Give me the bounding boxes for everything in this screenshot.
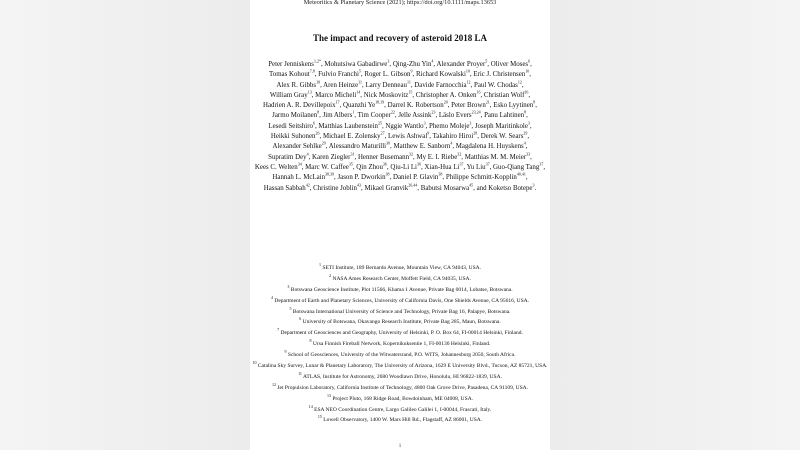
author-name: Larry Denneau$^{11}$ bbox=[365, 79, 411, 89]
author-affiliation-mark: 20 bbox=[443, 99, 448, 105]
author-affiliation-mark: 3 bbox=[387, 58, 390, 64]
author-name: Philippe Schmitt-Kopplin$^{40,41}$ bbox=[445, 171, 526, 182]
author-affiliation-mark: 5 bbox=[485, 58, 488, 64]
affiliation-item bbox=[250, 381, 550, 393]
affiliation-text: Jet Propulsion Laboratory, California Institute of Technology, 4800 Oak Grove Drive, Pasadena, CA 91109, USA. bbox=[275, 384, 528, 391]
affiliation-number: 14 bbox=[308, 403, 313, 409]
author-name: Jim Albers$^1$ bbox=[322, 110, 355, 120]
author-name: Heikki Suhonen$^{26}$ bbox=[270, 130, 320, 141]
author-name: Hannah L. McLain$^{38,39}$ bbox=[272, 171, 335, 182]
author-affiliation-mark: 38 bbox=[438, 171, 443, 177]
author-name: Michael E. Zolensky$^{27}$ bbox=[322, 130, 385, 141]
author-affiliation-mark: 21 bbox=[485, 99, 490, 105]
author-name: Mikael Granvik$^{26,44}$ bbox=[364, 182, 418, 192]
affiliation-text: Lowell Observatory, 1400 W. Mars Hill Rd., Flagstaff, AZ 86001, USA. bbox=[321, 417, 483, 424]
affiliation-item bbox=[250, 294, 550, 306]
author-affiliation-mark: 10 bbox=[465, 69, 470, 74]
author-affiliation-mark: 13 bbox=[307, 89, 312, 95]
author-name: Peter Jenniskens$^{1,2*}$ bbox=[268, 58, 321, 68]
author-affiliation-mark: 22 bbox=[390, 110, 395, 116]
author-affiliation-mark: 8 bbox=[317, 110, 320, 116]
affiliation-number: 15 bbox=[317, 414, 322, 420]
author-affiliation-mark: 26,44 bbox=[408, 182, 418, 188]
viewer-background-right bbox=[550, 0, 800, 450]
author-name: Esko Lyytinen$^8$ bbox=[493, 99, 536, 110]
author-name: Peter Brown$^{21}$ bbox=[451, 99, 490, 110]
author-affiliation-mark: 23,24 bbox=[471, 110, 481, 116]
author-name: Marc W. Caffee$^{35}$ bbox=[305, 161, 353, 171]
affiliation-text: SETI Institute, 189 Bernardo Avenue, Mountain View, CA 94043, USA. bbox=[321, 265, 481, 271]
author-name: Läslo Evers$^{23,24}$ bbox=[438, 110, 481, 120]
author-name: Christian Wolf$^{16}$ bbox=[483, 89, 529, 99]
author-affiliation-mark: 1 bbox=[352, 110, 355, 116]
affiliation-number: 8 bbox=[309, 338, 312, 344]
affiliation-item bbox=[250, 338, 550, 349]
affiliation-item bbox=[250, 327, 550, 338]
author-affiliation-mark: 38,39 bbox=[325, 171, 335, 177]
author-name: Matthew E. Sanborn$^4$ bbox=[393, 141, 453, 151]
author-name: Paul W. Chodas$^{12}$ bbox=[473, 79, 522, 89]
affiliation-list bbox=[250, 262, 550, 428]
author-affiliation-mark: 27 bbox=[380, 130, 385, 136]
affiliation-text: ESA NEO Coordination Centre, Largo Galileo Galilei 1, I-00044, Frascati, Italy. bbox=[312, 406, 492, 413]
author-affiliation-mark: 31 bbox=[350, 151, 355, 157]
author-name: Jason P. Dworkin$^{38}$ bbox=[337, 171, 390, 182]
page-number: 1 bbox=[398, 444, 402, 449]
author-name: Alessandro Maturilli$^{30}$ bbox=[328, 141, 391, 151]
author-name: Nick Moskovitz$^{15}$ bbox=[363, 89, 413, 99]
affiliation-number: 7 bbox=[277, 327, 280, 333]
author-affiliation-mark: 32 bbox=[457, 151, 462, 157]
author-name: Oliver Moses$^6$ bbox=[490, 58, 531, 68]
affiliation-text: Department of Geosciences and Geography, University of Helsinki, P. O. Box 64, FI-00014 Helsinki, Finland. bbox=[279, 330, 523, 337]
author-affiliation-mark: 36 bbox=[416, 161, 421, 167]
author-affiliation-mark: 3 bbox=[527, 120, 530, 126]
affiliation-text: NASA Ames Research Center, Moffett Field, CA 94035, USA. bbox=[331, 275, 471, 282]
author-name: Jarmo Moilanen$^8$ bbox=[272, 110, 320, 120]
affiliation-item bbox=[250, 273, 550, 284]
affiliation-text: School of Geosciences, University of the Witwatersrand, P.O. WITS, Johannesburg 2050, South Africa. bbox=[286, 352, 516, 359]
author-name: Christine Joblin$^{43}$ bbox=[313, 182, 361, 192]
author-affiliation-mark: 4 bbox=[431, 58, 434, 64]
author-name: Quanzhi Ye$^{18,19}$ bbox=[343, 99, 385, 110]
affiliation-item bbox=[250, 360, 550, 371]
author-name: Mohutsiwa Gabadirwe$^3$ bbox=[324, 58, 390, 68]
author-affiliation-mark: 8 bbox=[533, 99, 536, 105]
author-name: Kees C. Welten$^{34}$ bbox=[254, 161, 302, 171]
author-affiliation-mark: 28 bbox=[473, 130, 478, 136]
author-affiliation-mark: 29 bbox=[523, 130, 528, 136]
author-name: Qing-Zhu Yin$^4$ bbox=[392, 58, 434, 68]
author-affiliation-mark: 40,41 bbox=[516, 171, 526, 177]
author-affiliation-mark: 3 bbox=[423, 120, 426, 126]
author-name: Derek W. Sears$^{29}$ bbox=[480, 130, 528, 141]
author-name: Nggie Wantlo$^3$ bbox=[385, 120, 426, 130]
author-name: Panu Lahtinen$^8$ bbox=[484, 110, 527, 120]
affiliation-item bbox=[250, 414, 550, 425]
author-name: Matthias M. M. Meier$^{33}$ bbox=[464, 151, 531, 161]
affiliation-text: Project Pluto, 168 Ridge Road, Bowdoinham, ME 04008, USA. bbox=[330, 395, 474, 402]
affiliation-item bbox=[250, 371, 550, 382]
affiliation-number: 2 bbox=[329, 273, 332, 279]
author-affiliation-mark: 33 bbox=[526, 151, 531, 157]
paper-title: The impact and recovery of asteroid 2018 LA bbox=[313, 33, 487, 43]
author-name: Koketso Botepe$^3$ bbox=[488, 182, 535, 192]
author-name: Christopher A. Onken$^{16}$ bbox=[415, 89, 481, 99]
author-affiliation-mark: 16 bbox=[476, 89, 481, 95]
author-affiliation-mark: 15 bbox=[408, 89, 413, 95]
author-name: Phemo Moleje$^3$ bbox=[429, 120, 472, 130]
author-affiliation-mark: 17 bbox=[335, 99, 340, 105]
author-affiliation-mark: 38 bbox=[385, 171, 390, 177]
author-affiliation-mark: 37 bbox=[539, 161, 544, 167]
author-affiliation-mark: 10 bbox=[316, 79, 321, 85]
author-affiliation-mark: 4 bbox=[306, 151, 309, 157]
author-name: Henner Busemann$^{32}$ bbox=[357, 151, 414, 161]
author-name: Tim Cooper$^{22}$ bbox=[357, 110, 395, 120]
author-affiliation-mark: 5 bbox=[358, 69, 361, 74]
affiliation-text: Botswana International University of Science and Technology, Private Bag 16, Palapye, Botswana. bbox=[291, 308, 511, 315]
author-affiliation-mark: 37 bbox=[459, 161, 464, 167]
author-affiliation-mark: 9 bbox=[410, 69, 413, 74]
author-affiliation-mark: 29 bbox=[321, 141, 326, 147]
author-name: Lewis Ashwal$^9$ bbox=[388, 130, 430, 141]
author-name: Qiu-Li Li$^{36}$ bbox=[390, 161, 421, 171]
journal-header: Meteoritics & Planetary Science (2021); https://doi.org/10.1111/maps.13653 bbox=[303, 0, 497, 6]
author-affiliation-mark: 4 bbox=[450, 141, 453, 147]
author-affiliation-mark: 14 bbox=[356, 89, 361, 95]
author-name: Roger L. Gibson$^9$ bbox=[364, 69, 413, 79]
author-affiliation-mark: 30 bbox=[386, 141, 391, 147]
author-affiliation-mark: 35 bbox=[348, 161, 353, 167]
author-name: Darrel K. Robertson$^{20}$ bbox=[387, 99, 448, 110]
author-list: Peter Jenniskens$^{1,2*}$, Mohutsiwa Gabadirwe$^3$, Qing-Zhu Yin$^4$, Alexander Proyer$^5$, Oliver Moses$^6$, Tomas Kohout$^{7,8}$, Fulvio Franchi$^5$, Roger L. Gibson$^9$, Richard Kowalski$^{10}$, Eric J. Christensen$^{10}$, Alex R. Gibbs$^{10}$, Aren Heinze$^{11}$, Larry Denneau$^{11}$, Davide Farnocchia$^{12}$, Paul W. Chodas$^{12}$, William Gray$^{13}$, Marco Micheli$^{14}$, Nick Moskovitz$^{15}$, Christopher A. Onken$^{16}$, Christian Wolf$^{16}$, Hadrien A. R. Devillepoix$^{17}$, Quanzhi Ye$^{18,19}$, Darrel K. Robertson$^{20}$, Peter Brown$^{21}$, Esko Lyytinen$^8$, Jarmo Moilanen$^8$, Jim Albers$^1$, Tim Cooper$^{22}$, Jelle Assink$^{23}$, Läslo Evers$^{23,24}$, Panu Lahtinen$^8$, Lesedi Seitshiro$^6$, Matthias Laubenstein$^{25}$, Nggie Wantlo$^3$, Phemo Moleje$^3$, Joseph Maritinkole$^3$, Heikki Suhonen$^{26}$, Michael E. Zolensky$^{27}$, Lewis Ashwal$^9$, Takahiro Hiroi$^{28}$, Derek W. Sears$^{29}$, Alexander Sehlke$^{29}$, Alessandro Maturilli$^{30}$, Matthew E. Sanborn$^4$, Magdalena H. Huyskens$^4$, Supratim Dey$^4$, Karen Ziegler$^{31}$, Henner Busemann$^{32}$, My E. I. Riebe$^{32}$, Matthias M. M. Meier$^{33}$, Kees C. Welten$^{34}$, Marc W. Caffee$^{35}$, Qin Zhou$^{36}$, Qiu-Li Li$^{36}$, Xian-Hua Li$^{37}$, Yu Liu$^{37}$, Guo-Qiang Tang$^{37}$, Hannah L. McLain$^{38,39}$, Jason P. Dworkin$^{38}$, Daniel P. Glavin$^{38}$, Philippe Schmitt-Kopplin$^{40,41}$, Hassan Sabbah$^{42}$, Christine Joblin$^{43}$, Mikael Granvik$^{26,44}$, Babutsi Mosarwa$^{45}$, and Koketso Botepe$^3$. bbox=[254, 58, 546, 192]
author-name: Supratim Dey$^4$ bbox=[268, 151, 309, 161]
viewer-background-left bbox=[0, 0, 250, 450]
author-affiliation-mark: 4 bbox=[523, 141, 526, 147]
affiliation-item bbox=[250, 305, 550, 317]
affiliation-item bbox=[250, 283, 550, 295]
author-name: Alexander Sehlke$^{29}$ bbox=[272, 141, 326, 151]
author-affiliation-mark: 36 bbox=[382, 161, 387, 167]
author-name: Matthias Laubenstein$^{25}$ bbox=[318, 120, 382, 130]
author-name: Aren Heinze$^{11}$ bbox=[323, 79, 363, 89]
author-affiliation-mark: 23 bbox=[431, 110, 436, 116]
author-name: Daniel P. Glavin$^{38}$ bbox=[393, 171, 443, 182]
affiliation-number: 11 bbox=[298, 371, 302, 377]
author-name: Alexander Proyer$^5$ bbox=[436, 58, 488, 68]
author-name: Tomas Kohout$^{7,8}$ bbox=[269, 69, 315, 79]
author-affiliation-mark: 12 bbox=[517, 79, 522, 85]
author-affiliation-mark: 3 bbox=[469, 120, 472, 126]
author-name: Alex R. Gibbs$^{10}$ bbox=[276, 79, 321, 89]
author-name: Hassan Sabbah$^{42}$ bbox=[263, 182, 310, 192]
affiliation-number: 1 bbox=[319, 262, 321, 268]
author-name: Guo-Qiang Tang$^{37}$ bbox=[493, 161, 544, 171]
author-affiliation-mark: 9 bbox=[427, 130, 430, 136]
author-affiliation-mark: 8 bbox=[524, 110, 527, 116]
author-affiliation-mark: 37 bbox=[485, 161, 490, 167]
author-affiliation-mark: 10 bbox=[525, 69, 530, 74]
author-affiliation-mark: 11 bbox=[358, 79, 363, 85]
affiliation-number: 9 bbox=[284, 349, 287, 355]
author-name: Yu Liu$^{37}$ bbox=[466, 161, 490, 171]
author-affiliation-mark: 45 bbox=[469, 182, 474, 188]
affiliation-item bbox=[250, 262, 550, 273]
affiliation-item bbox=[250, 403, 550, 415]
author-name: William Gray$^{13}$ bbox=[269, 89, 312, 99]
author-name: Marco Micheli$^{14}$ bbox=[315, 89, 361, 99]
affiliation-number: 10 bbox=[252, 360, 257, 366]
author-name: Xian-Hua Li$^{37}$ bbox=[424, 161, 464, 171]
affiliation-text: Botswana Geoscience Institute, Plot 11566, Khama 1 Avenue, Private Bag 0014, Lobatse, Botswana. bbox=[289, 286, 513, 293]
affiliation-item bbox=[250, 316, 550, 327]
affiliation-item bbox=[250, 392, 550, 404]
author-affiliation-mark: 42 bbox=[305, 182, 310, 188]
author-name: Babutsi Mosarwa$^{45}$ bbox=[420, 182, 474, 192]
affiliation-number: 3 bbox=[287, 283, 290, 289]
author-name: Hadrien A. R. Devillepoix$^{17}$ bbox=[263, 99, 340, 110]
author-affiliation-mark: 6 bbox=[312, 120, 315, 126]
author-name: Eric J. Christensen$^{10}$ bbox=[473, 69, 530, 79]
author-name: Qin Zhou$^{36}$ bbox=[356, 161, 387, 171]
author-name: Karen Ziegler$^{31}$ bbox=[312, 151, 355, 161]
affiliation-text: ATLAS, Institute for Astronomy, 2680 Woodlawn Drive, Honolulu, HI 96822-1839, USA. bbox=[301, 373, 502, 380]
author-name: Fulvio Franchi$^5$ bbox=[318, 69, 361, 79]
author-name: Davide Farnocchia$^{12}$ bbox=[414, 79, 471, 89]
affiliation-number: 4 bbox=[270, 294, 273, 300]
affiliation-text: University of Botswana, Okavango Research Institute, Private Bag 285, Maun, Botswana. bbox=[301, 319, 501, 326]
author-affiliation-mark: 32 bbox=[409, 151, 414, 157]
author-affiliation-mark: 7,8 bbox=[309, 69, 315, 74]
author-affiliation-mark: 16 bbox=[524, 89, 529, 95]
author-affiliation-mark: 6 bbox=[528, 58, 531, 64]
affiliation-number: 6 bbox=[299, 316, 302, 322]
affiliation-number: 5 bbox=[289, 305, 292, 311]
author-name: Magdalena H. Huyskens$^4$ bbox=[455, 141, 526, 151]
author-affiliation-mark: 34 bbox=[297, 161, 302, 167]
affiliation-number: 12 bbox=[271, 381, 276, 387]
author-name: Richard Kowalski$^{10}$ bbox=[415, 69, 470, 79]
affiliation-text: Department of Earth and Planetary Sciences, University of California Davis, One Shields Avenue, CA 95616, USA. bbox=[272, 297, 530, 304]
author-name: My E. I. Riebe$^{32}$ bbox=[416, 151, 462, 161]
affiliation-item bbox=[250, 349, 550, 360]
author-affiliation-mark: 25 bbox=[377, 120, 382, 126]
author-name: Lesedi Seitshiro$^6$ bbox=[268, 120, 315, 130]
author-affiliation-mark: 18,19 bbox=[375, 99, 385, 105]
document-page bbox=[250, 0, 550, 450]
author-name: Jelle Assink$^{23}$ bbox=[398, 110, 436, 120]
author-affiliation-mark: 26 bbox=[315, 130, 320, 136]
affiliation-text: Ursa Finnish Fireball Network, Kopernikuksentie 1, FI-00130 Helsinki, Finland. bbox=[311, 341, 491, 348]
author-affiliation-mark: 3 bbox=[532, 182, 535, 188]
author-name: Joseph Maritinkole$^3$ bbox=[474, 120, 530, 130]
author-name: Takahiro Hiroi$^{28}$ bbox=[432, 130, 478, 141]
affiliation-text: Catalina Sky Survey, Lunar & Planetary Laboratory, The University of Arizona, 1629 E University Blvd., Tucson, AZ 85721, USA. bbox=[256, 363, 548, 370]
affiliation-number: 13 bbox=[326, 392, 331, 398]
author-affiliation-mark: 12 bbox=[466, 79, 471, 85]
author-affiliation-mark: 11 bbox=[406, 79, 411, 85]
author-affiliation-mark: 1,2* bbox=[313, 58, 321, 64]
author-affiliation-mark: 43 bbox=[356, 182, 361, 188]
